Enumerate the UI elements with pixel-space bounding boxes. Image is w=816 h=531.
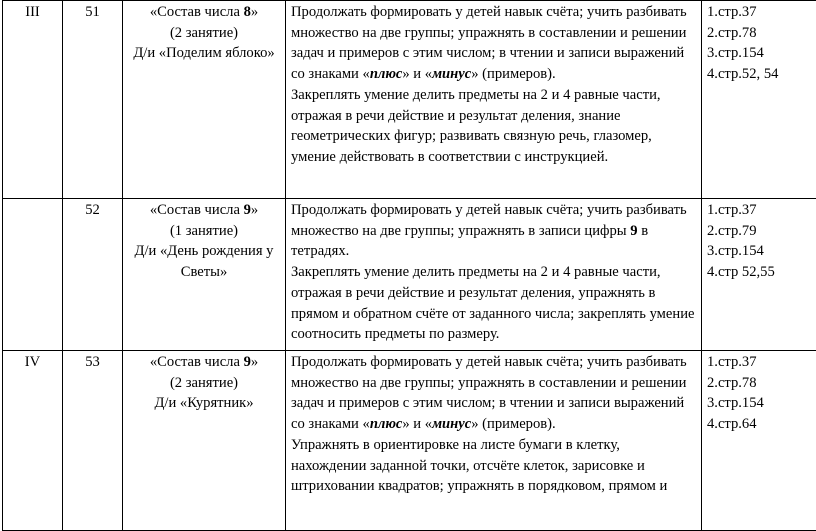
reference-item: 1.стр.37 [707, 200, 811, 221]
references-cell [702, 1, 816, 199]
reference-item: 3.стр.154 [707, 393, 811, 414]
lesson-number-cell: 53 [63, 351, 123, 531]
reference-item: 3.стр.154 [707, 241, 811, 262]
reference-item: 1.стр.37 [707, 352, 811, 373]
lesson-number-cell: 51 [63, 1, 123, 199]
topic-session: (2 занятие) [128, 23, 280, 44]
reference-item: 4.стр.52, 54 [707, 64, 811, 85]
table-row [3, 351, 816, 531]
lesson-goals-cell [286, 351, 702, 531]
goals-paragraph: Закреплять умение делить предметы на 2 и 4 равные части, отражая в речи действие и результат деления, знание геометрических фигур; развивать связную речь, глазомер, умение действовать в соответствии с инструкцией. [291, 85, 696, 168]
quarter-cell [3, 199, 63, 351]
lesson-topic-cell [123, 1, 286, 199]
lesson-goals-cell [286, 199, 702, 351]
reference-item: 2.стр.78 [707, 23, 811, 44]
goals-paragraph: Продолжать формировать у детей навык счёта; учить разбивать множество на две группы; упражнять в составлении и решении задач и примеров с этим числом; в чтении и записи выражений со знаками «плюс» и «минус» (примеров). [291, 2, 696, 85]
table-row [3, 1, 816, 199]
goals-paragraph: Закреплять умение делить предметы на 2 и 4 равные части, отражая в речи действие и результат деления, упражнять в прямом и обратном счёте от заданного числа; закреплять умение соотносить предметы по размеру. [291, 262, 696, 345]
reference-item: 3.стр.154 [707, 43, 811, 64]
quarter-cell: III [3, 1, 63, 199]
quarter-cell: IV [3, 351, 63, 531]
goals-paragraph: Продолжать формировать у детей навык счёта; учить разбивать множество на две группы; упражнять в записи цифры 9 в тетрадях. [291, 200, 696, 262]
topic-title: «Состав числа 8» [128, 2, 280, 23]
topic-game: Д/и «Поделим яблоко» [128, 43, 280, 64]
topic-game: Д/и «День рождения у Светы» [128, 241, 280, 282]
references-cell [702, 199, 816, 351]
lesson-topic-cell [123, 199, 286, 351]
topic-title: «Состав числа 9» [128, 200, 280, 221]
lesson-goals-cell [286, 1, 702, 199]
reference-item: 2.стр.79 [707, 221, 811, 242]
reference-item: 4.стр.64 [707, 414, 811, 435]
lesson-topic-cell [123, 351, 286, 531]
topic-session: (2 занятие) [128, 373, 280, 394]
reference-item: 2.стр.78 [707, 373, 811, 394]
lesson-plan-table [2, 0, 816, 531]
topic-session: (1 занятие) [128, 221, 280, 242]
lesson-number-cell: 52 [63, 199, 123, 351]
references-cell [702, 351, 816, 531]
topic-title: «Состав числа 9» [128, 352, 280, 373]
reference-item: 1.стр.37 [707, 2, 811, 23]
goals-paragraph: Упражнять в ориентировке на листе бумаги в клетку, нахождении заданной точки, отсчёте клеток, зарисовке и штриховании квадратов; упражнять в порядковом, прямом и [291, 435, 696, 497]
goals-paragraph: Продолжать формировать у детей навык счёта; учить разбивать множество на две группы; упражнять в составлении и решении задач и примеров с этим числом; в чтении и записи выражений со знаками «плюс» и «минус» (примеров). [291, 352, 696, 435]
topic-game: Д/и «Курятник» [128, 393, 280, 414]
reference-item: 4.стр 52,55 [707, 262, 811, 283]
table-row [3, 199, 816, 351]
